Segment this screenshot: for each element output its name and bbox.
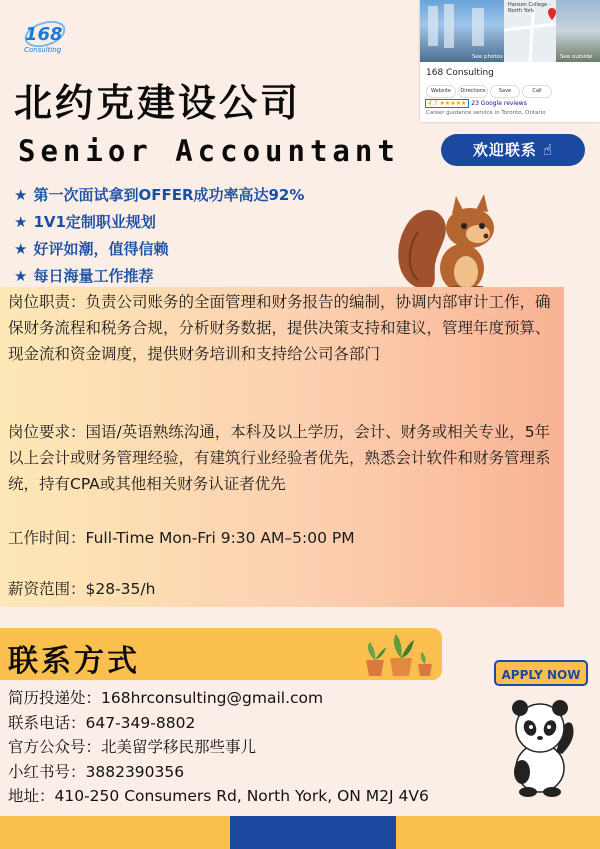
star-icon: ★ <box>14 267 28 285</box>
business-description: Career guidance service in Toronto, Ontario <box>426 110 546 116</box>
contact-title: 联系方式 <box>8 644 140 679</box>
apply-now-button[interactable]: APPLY NOW <box>494 660 588 686</box>
job-duties: 岗位职责：负责公司账务的全面管理和财务报告的编制，协调内部审计工作，确保财务流程和税务合规，分析财务数据，提供决策支持和建议，管理年度预算、现金流和资金调度，提供财务培训和支持给公司各部门 <box>8 293 551 363</box>
star-icon: ★ <box>14 240 28 258</box>
wechat-account: 官方公众号：北美留学移民那些事儿 <box>8 738 257 757</box>
rating-stars: 4.7 ★★★★★ <box>425 99 469 108</box>
see-outside-caption: See outside <box>560 54 593 60</box>
job-requirements: 岗位要求：国语/英语熟练沟通，本科及以上学历，会计、财务或相关专业，5年以上会计或财务管理经验，有建筑行业经验者优先，熟悉会计软件和财务管理系统，持有CPA或其他相关财务认证者优先 <box>8 423 551 493</box>
business-name: 168 Consulting <box>426 68 494 78</box>
highlight-item: ★ 第一次面试拿到OFFER成功率高达92% <box>14 186 305 204</box>
building-photo[interactable] <box>420 0 504 62</box>
job-details-panel <box>0 287 564 607</box>
reviews-link[interactable]: 23 Google reviews <box>471 100 527 107</box>
street-photo[interactable] <box>556 0 600 62</box>
website-button[interactable]: Website <box>426 85 456 98</box>
footer-accent <box>230 816 396 849</box>
highlight-item: ★ 好评如潮，值得信赖 <box>14 240 169 258</box>
star-icon: ★ <box>14 186 28 204</box>
squirrel-illustration <box>396 190 502 294</box>
rating-row[interactable] <box>425 100 527 107</box>
job-title: Senior Accountant <box>18 134 400 168</box>
resume-email[interactable]: 简历投递处：168hrconsulting@gmail.com <box>8 689 324 707</box>
svg-text:168: 168 <box>25 24 63 45</box>
xiaohongshu-id: 小红书号：3882390356 <box>8 762 185 781</box>
call-button[interactable]: Call <box>522 85 552 98</box>
directions-button[interactable]: Directions <box>458 85 488 98</box>
company-name: 北约克建设公司 <box>14 81 302 125</box>
see-photos-caption: See photos <box>472 54 503 60</box>
star-icon: ★ <box>14 213 28 231</box>
potted-plants-icon <box>362 630 438 678</box>
map-label: Hanson College - North York <box>508 2 551 14</box>
save-button[interactable]: Save <box>490 85 520 98</box>
highlight-item: ★ 每日海量工作推荐 <box>14 267 154 285</box>
welcome-contact-button[interactable]: 欢迎联系 ☝ <box>441 134 585 166</box>
panda-illustration <box>500 694 584 798</box>
google-maps-card[interactable] <box>420 0 600 122</box>
phone-number[interactable]: 联系电话：647-349-8802 <box>8 713 196 732</box>
work-hours: 工作时间：Full-Time Mon-Fri 9:30 AM–5:00 PM <box>8 529 355 547</box>
logo-subtitle: Consulting <box>24 46 62 54</box>
salary-range: 薪资范围：$28-35/h <box>8 580 156 598</box>
highlights-list <box>14 182 304 290</box>
highlight-item: ★ 1V1定制职业规划 <box>14 213 156 231</box>
address: 地址：410-250 Consumers Rd, North York, ON M2J 4V6 <box>8 787 429 806</box>
mini-map[interactable] <box>504 0 556 62</box>
contact-details <box>8 686 429 809</box>
